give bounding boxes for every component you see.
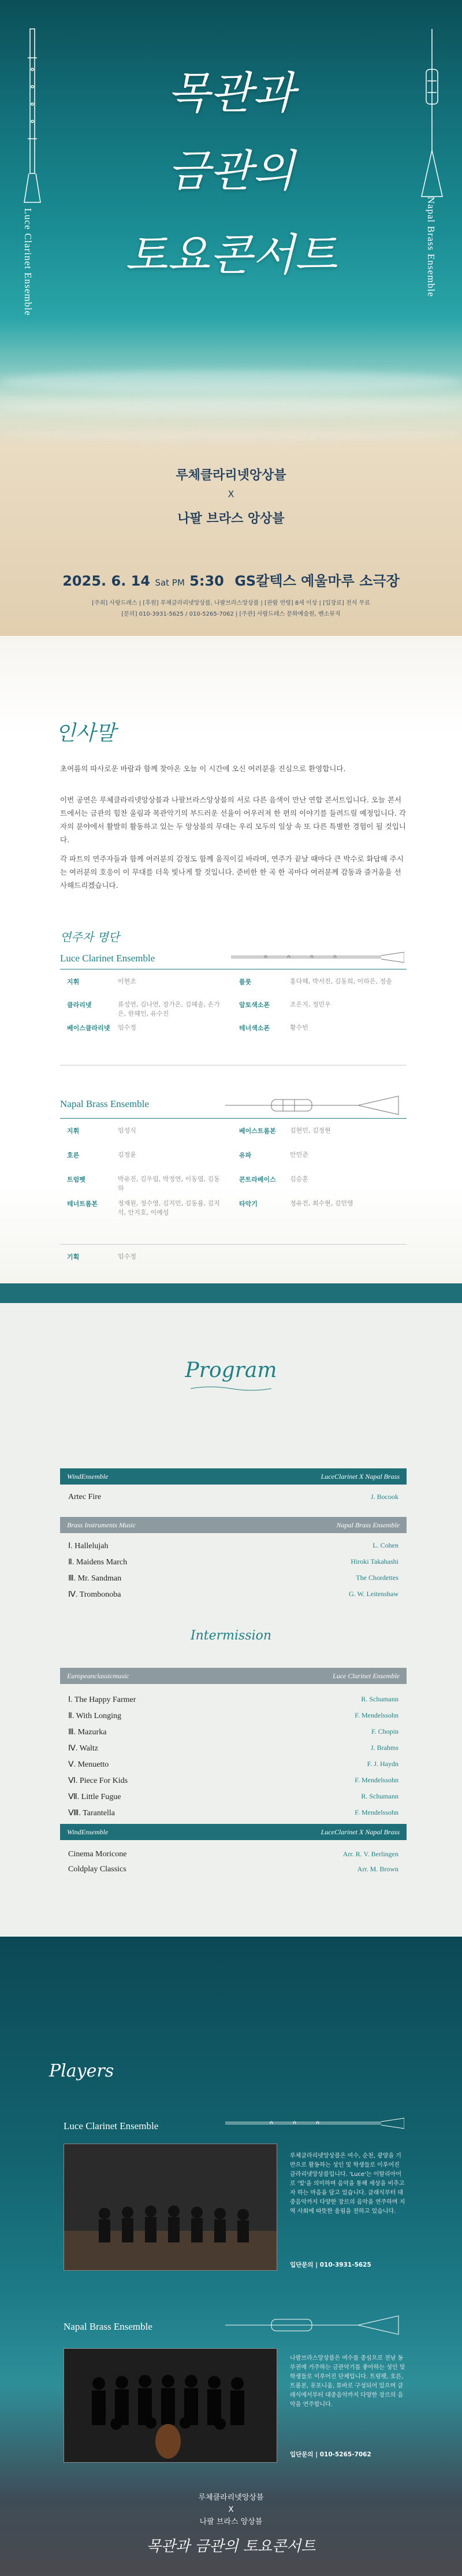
napal-description: 나팔브라스앙상블은 여수를 중심으로 전남 동부권에 거주하는 금관악기를 좋아하는 성인 및 학생들로 이루어진 단체입니다. 트럼펫, 호른, 트롬본, 유포니움, 튜바로 구성되어 있으며 클래식에서부터 대중음악까지 다양한 장르의 음악을 연주합니다.	[290, 2355, 405, 2408]
program-item	[60, 1590, 407, 1600]
member-role: 알토색소폰	[239, 1001, 270, 1009]
program-item-composer: J. Brahms	[371, 1744, 398, 1752]
block4-genre: WindEnsemble	[67, 1827, 109, 1836]
program-item-composer: L. Cohen	[372, 1541, 398, 1549]
block1-header	[60, 1468, 407, 1485]
ensemble-photo-illustration	[64, 2349, 277, 2462]
program-item-title: Ⅱ. Maidens March	[68, 1558, 128, 1567]
clarinet-icon	[225, 2117, 404, 2131]
program-item	[60, 1744, 407, 1753]
program-item-composer: The Chordettes	[356, 1574, 398, 1582]
program-item-title: Ⅷ. Tarantella	[68, 1809, 115, 1818]
member-row	[239, 1126, 394, 1135]
time-text: 5:30	[189, 573, 224, 589]
program-item-title: Artec Fire	[68, 1493, 102, 1501]
member-role: 호른	[67, 1152, 80, 1159]
member-row	[239, 977, 394, 986]
wave-foam	[0, 399, 462, 416]
member-role: 클라리넷	[67, 1001, 92, 1009]
footer-org2: 나팔 브라스 앙상블	[199, 2518, 263, 2526]
member-names: 임성식	[118, 1127, 136, 1134]
program-item-title: Ⅰ. The Happy Farmer	[68, 1696, 136, 1704]
footer-org1: 루체클라리넷앙상블	[198, 2493, 264, 2502]
member-row	[67, 1150, 222, 1160]
member-row	[239, 1175, 394, 1184]
member-names: 황수빈	[290, 1024, 308, 1031]
program-item-title: Ⅴ. Menuetto	[68, 1760, 109, 1769]
member-names: 김현민, 김정현	[290, 1127, 331, 1134]
block3-genre: Europeanclassicmusic	[67, 1671, 129, 1680]
program-item	[60, 1727, 407, 1737]
intermission-label: Intermission	[190, 1628, 272, 1643]
member-role: 콘트라베이스	[239, 1176, 276, 1183]
member-role: 플룻	[239, 978, 252, 986]
wave-foam	[0, 370, 462, 393]
clarinet-icon	[231, 951, 404, 965]
hero-title-line3: 토요콘서트	[125, 229, 337, 280]
program-item-composer: F. Chopin	[371, 1727, 398, 1735]
program-item	[60, 1776, 407, 1786]
players-heading: Players	[49, 2061, 114, 2081]
program-item-composer: R. Schumann	[361, 1792, 398, 1800]
program-top-band	[0, 1283, 462, 1303]
greeting-section	[0, 636, 462, 1283]
program-item-title: Ⅱ. With Longing	[68, 1712, 122, 1720]
program-item-title: Coldplay Classics	[68, 1865, 126, 1874]
side-label-right: Napal Brass Ensemble	[426, 197, 437, 297]
block1-performer: LuceClarinet X Napal Brass	[321, 1472, 400, 1481]
block3-header	[60, 1668, 407, 1684]
member-names: 조은지, 정민우	[290, 1001, 331, 1008]
day-text: Sat PM	[155, 578, 185, 588]
program-item-composer: F. Mendelssohn	[355, 1776, 398, 1784]
program-item-title: Ⅵ. Piece For Kids	[68, 1776, 128, 1785]
hero-title-line2: 금관의	[167, 145, 295, 197]
member-names: 안민준	[290, 1151, 308, 1159]
planning-row	[60, 1252, 407, 1264]
napal-members-table	[60, 1126, 407, 1236]
napal-contact: 입단문의 | 010-5265-7062	[290, 2451, 371, 2458]
members-heading: 연주자 명단	[60, 930, 120, 944]
hero-title-line1: 목관과	[167, 67, 295, 119]
planning-role: 기획	[67, 1253, 80, 1261]
member-names: 박유진, 김우림, 박정연, 이동엽, 김동하	[118, 1175, 220, 1192]
program-item	[60, 1760, 407, 1770]
block2-genre: Brass Instruments Music	[67, 1520, 136, 1529]
planning-name: 임수정	[118, 1253, 136, 1260]
program-heading: Program	[185, 1359, 277, 1382]
concert-date-line	[0, 569, 462, 590]
member-names: 홍다혜, 박서진, 김동희, 이하은, 정솔	[290, 978, 392, 985]
program-item-composer: Hiroki Takahashi	[351, 1557, 398, 1565]
date-text: 2025. 6. 14	[62, 573, 151, 589]
program-item-title: Ⅲ. Mazurka	[68, 1728, 107, 1737]
program-item-composer: R. Schumann	[361, 1695, 398, 1703]
greeting-paragraph-2: 이번 공연은 루체클라리넷앙상블과 나팔브라스앙상블의 서로 다른 음색이 만난 연합 콘서트입니다. 오늘 콘서트에서는 금관의 힘찬 울림과 목관악기의 부드러운 선율이 어우러져 한 편의 이야기를 들려드릴 예정입니다. 각자의 분야에서 활발히 활동하고 있는 두 앙상블의 무대는 우리 모두의 일상 속 또 다른 특별한 경험이 될 것입니다.	[60, 795, 407, 844]
info-line1: [주최] 사랑드레스 | [후원] 루체클라리넷앙상블, 나팔브라스앙상블 | [관람 연령] 8세 이상 | [입장료] 전석 무료	[92, 600, 370, 606]
member-row	[239, 1150, 394, 1160]
footer-title: 목관과 금관의 토요콘서트	[146, 2538, 316, 2555]
member-role: 지휘	[67, 1127, 80, 1135]
hero-org1: 루체클라리넷앙상블	[176, 468, 286, 483]
program-item	[60, 1541, 407, 1551]
program-item-composer: J. Bocook	[371, 1493, 398, 1501]
side-label-left: Luce Clarinet Ensemble	[23, 208, 33, 316]
luce-player-name: Luce Clarinet Ensemble	[64, 2120, 159, 2131]
member-row	[239, 1000, 394, 1009]
divider-icon	[191, 1385, 271, 1392]
luce-group-photo	[64, 2144, 277, 2271]
block1-genre: WindEnsemble	[67, 1472, 109, 1481]
program-item	[60, 1850, 407, 1859]
member-row	[67, 1175, 222, 1193]
program-item	[60, 1711, 407, 1721]
member-names: 이현조	[118, 978, 136, 985]
program-item-title: Ⅲ. Mr. Sandman	[68, 1574, 122, 1583]
trumpet-icon	[225, 2314, 404, 2337]
program-item-composer: F. J. Haydn	[367, 1760, 398, 1768]
block3-performer: Luce Clarinet Ensemble	[333, 1671, 400, 1680]
greeting-paragraph-1: 초여름의 따사로운 바람과 함께 찾아온 오늘 이 시간에 오신 여러분을 진심으로 환영합니다.	[60, 764, 346, 773]
greeting-heading: 인사말	[55, 721, 116, 745]
napal-group-photo	[64, 2348, 277, 2463]
block2-header	[60, 1517, 407, 1533]
member-row	[67, 1023, 222, 1032]
program-item	[60, 1493, 407, 1502]
ensemble-photo-illustration	[64, 2144, 277, 2270]
member-row	[67, 1000, 222, 1019]
member-row	[67, 1199, 222, 1217]
wave-foam	[0, 428, 462, 442]
program-item-title: Ⅶ. Little Fugue	[68, 1793, 121, 1801]
program-item-title: Ⅳ. Trombonoba	[68, 1590, 121, 1599]
member-role: 베이스트롬본	[239, 1127, 276, 1135]
member-role: 테너트롬본	[67, 1200, 98, 1208]
program-item-title: Ⅰ. Hallelujah	[68, 1542, 109, 1550]
member-names: 김승훈	[290, 1175, 308, 1183]
greeting-paragraph-3: 각 파트의 연주자들과 함께 여러분의 감정도 함께 움직이길 바라며, 연주가 끝날 때마다 큰 박수로 화답해 주시는 여러분의 호응이 이 무대를 더욱 빛나게 할 것입니다. 준비한 한 곡 한 곡마다 여러분께 감동과 즐거움을 선사해드리겠습니다.	[60, 854, 404, 890]
hero-section	[0, 0, 462, 636]
hero-org-x: X	[228, 488, 234, 499]
member-names: 김정윤	[118, 1151, 136, 1159]
players-section	[0, 1937, 462, 2576]
program-item	[60, 1557, 407, 1567]
program-item-composer: F. Mendelssohn	[355, 1711, 398, 1719]
program-item-title: Cinema Moricone	[68, 1850, 127, 1859]
luce-description: 루체클라리넷앙상블은 여수, 순천, 광양을 기반으로 활동하는 성인 및 학생들로 이루어진 클라리넷앙상블입니다. 'Luce'는 이탈리아어로 '빛'을 의미하며 음악을 통해 세상을 비추고자 하는 마음을 담고 있습니다. 클래식부터 대중음악까지 다양한 장르의 음악을 연주하며 지역 사회에 따뜻한 울림을 전하고 있습니다.	[290, 2153, 405, 2215]
member-row	[67, 1126, 222, 1135]
luce-members-table	[60, 977, 407, 1058]
member-role: 트럼펫	[67, 1176, 85, 1183]
napal-group-title: Napal Brass Ensemble	[60, 1098, 149, 1109]
hero-org2: 나팔 브라스 앙상블	[177, 512, 285, 526]
luce-group-title: Luce Clarinet Ensemble	[60, 953, 155, 964]
program-item	[60, 1574, 407, 1583]
member-row	[239, 1023, 394, 1032]
program-item	[60, 1792, 407, 1802]
member-names: 류성연, 김나연, 장가은, 김혜솔, 손가은, 한혜인, 유수진	[118, 1001, 220, 1017]
program-item-composer: Arr. R. V. Berlingen	[342, 1850, 398, 1858]
member-names: 임수정	[118, 1024, 136, 1031]
napal-table-rule-bottom	[60, 1244, 407, 1245]
napal-player-name: Napal Brass Ensemble	[64, 2321, 152, 2332]
program-item	[60, 1695, 407, 1705]
program-item-composer: F. Mendelssohn	[355, 1808, 398, 1816]
program-item-composer: G. W. Leitenshaw	[349, 1590, 398, 1598]
napal-table-rule	[60, 1118, 407, 1119]
footer-x: X	[228, 2505, 234, 2514]
program-item-composer: Arr. M. Brown	[357, 1865, 398, 1873]
member-names: 정유진, 최수현, 김민영	[290, 1200, 353, 1207]
trumpet-icon	[225, 1094, 404, 1117]
member-row	[239, 1199, 394, 1208]
member-role: 유파	[239, 1152, 252, 1159]
program-item	[60, 1865, 407, 1874]
block4-performer: LuceClarinet X Napal Brass	[321, 1827, 400, 1836]
program-section	[0, 1283, 462, 1937]
info-line2: [문의] 010-3931-5625 / 010-5265-7062 | [주관] 사랑드레스 문화예술원, 벤소뮤직	[121, 611, 341, 617]
member-role: 테너색소폰	[239, 1024, 270, 1032]
member-role: 지휘	[67, 978, 80, 986]
luce-contact: 입단문의 | 010-3931-5625	[290, 2262, 371, 2268]
venue-text: GS칼텍스 예울마루 소극장	[234, 573, 400, 589]
member-role: 베이스클라리넷	[67, 1024, 110, 1032]
block4-header	[60, 1824, 407, 1840]
member-names: 정재원, 정수영, 김지민, 김동률, 김지석, 안지호, 이예성	[118, 1200, 220, 1216]
member-row	[67, 977, 222, 986]
block2-performer: Napal Brass Ensemble	[336, 1520, 400, 1529]
program-item-title: Ⅳ. Waltz	[68, 1744, 98, 1753]
member-role: 타악기	[239, 1200, 258, 1208]
program-item	[60, 1808, 407, 1818]
